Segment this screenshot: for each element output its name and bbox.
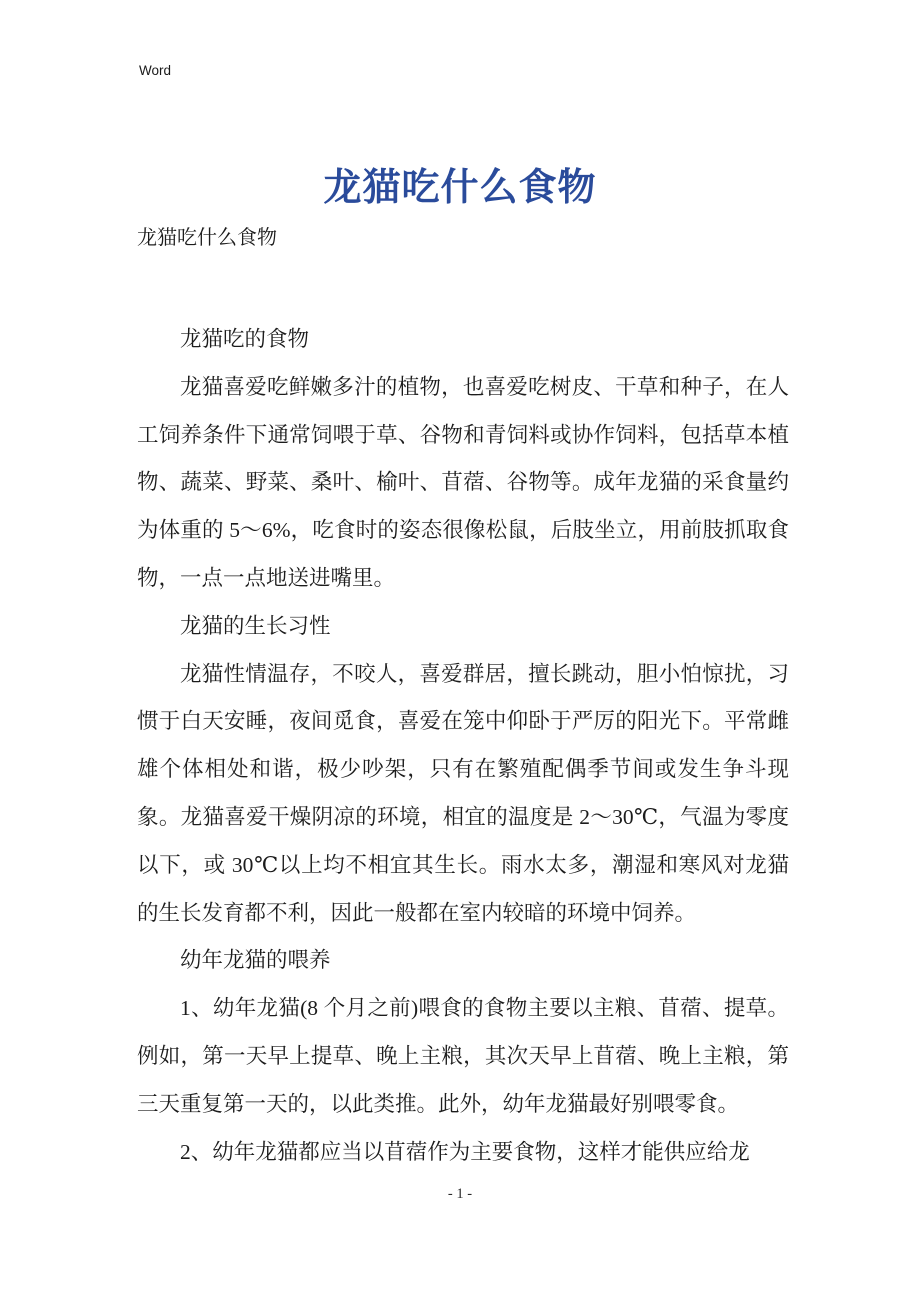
word-watermark-label: Word [139, 63, 172, 78]
document-subtitle: 龙猫吃什么食物 [137, 227, 277, 249]
body-paragraph: 1、幼年龙猫(8 个月之前)喂食的食物主要以主粮、苜蓿、提草。例如，第一天早上提草、晚上主粮，其次天早上苜蓿、晚上主粮，第三天重复第一天的，以此类推。此外，幼年龙猫最好别喂零食。 [137, 996, 789, 1116]
section-heading: 龙猫吃的食物 [180, 327, 310, 351]
body-paragraph: 2、幼年龙猫都应当以苜蓿作为主要食物，这样才能供应给龙 [180, 1139, 750, 1164]
page-number: - 1 - [447, 1186, 473, 1202]
section-heading: 幼年龙猫的喂养 [180, 948, 331, 973]
body-paragraph: 龙猫性情温存，不咬人，喜爱群居，擅长跳动，胆小怕惊扰，习惯于白天安睡，夜间觅食，喜爱在笼中仰卧于严厉的阳光下。平常雌雄个体相处和谐，极少吵架，只有在繁殖配偶季节间或发生争斗现象。龙猫喜爱干燥阴凉的环境，相宜的温度是 2～30℃，气温为零度以下，或 30℃以上均不相宜其生长。雨水太多，潮湿和寒风对龙猫的生长发育都不利，因此一般都在室内较暗的环境中饲养。 [137, 661, 789, 925]
document-body [137, 316, 789, 1176]
document-title: 龙猫吃什么食物 [323, 167, 597, 210]
section-heading: 龙猫的生长习性 [180, 613, 331, 638]
body-paragraph: 龙猫喜爱吃鲜嫩多汁的植物，也喜爱吃树皮、干草和种子，在人工饲养条件下通常饲喂于草、谷物和青饲料或协作饲料，包括草本植物、蔬菜、野菜、桑叶、榆叶、苜蓿、谷物等。成年龙猫的采食量约为体重的 5～6%，吃食时的姿态很像松鼠，后肢坐立，用前肢抓取食物，一点一点地送进嘴里。 [137, 374, 789, 590]
